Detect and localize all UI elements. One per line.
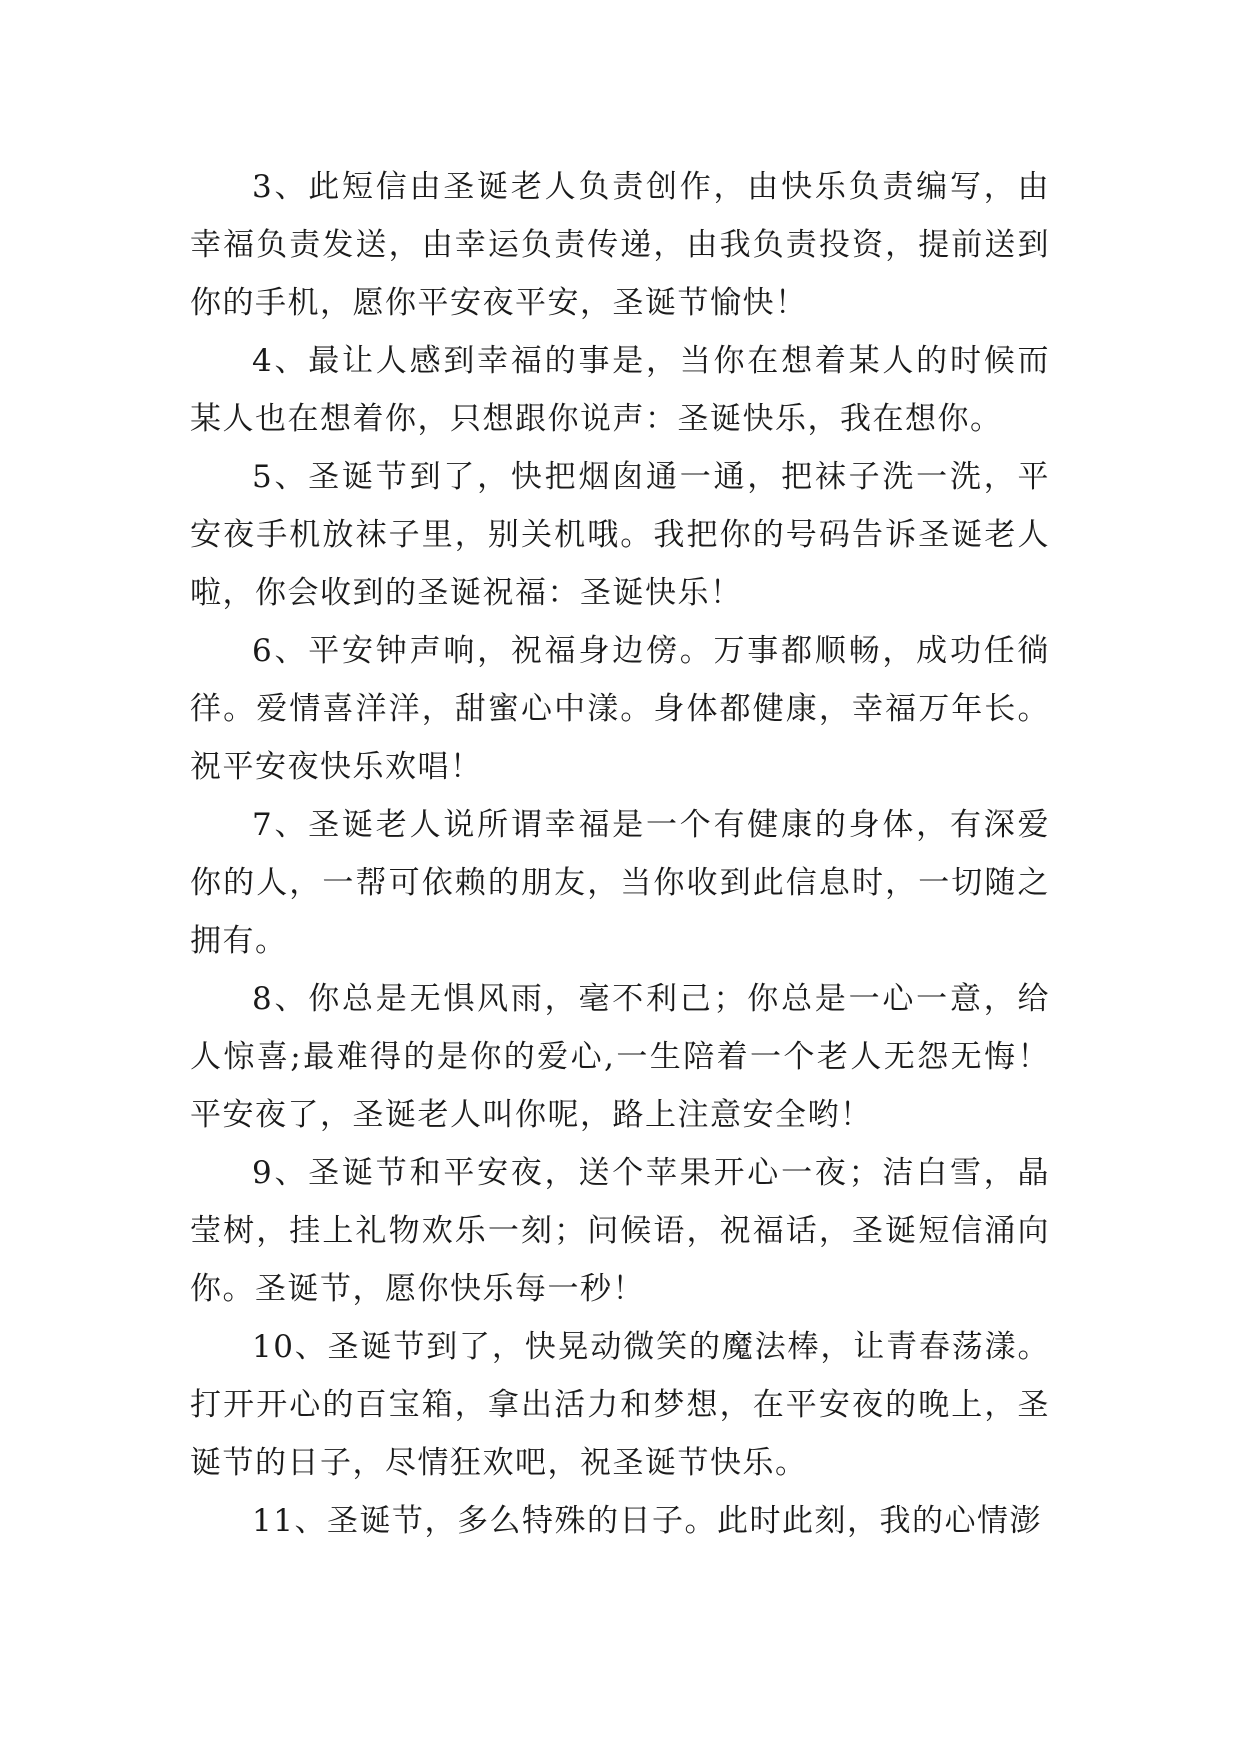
paragraph-5: 5、圣诞节到了，快把烟囱通一通，把袜子洗一洗，平安夜手机放袜子里，别关机哦。我把你的号码告诉圣诞老人啦，你会收到的圣诞祝福：圣诞快乐！ [190, 459, 1050, 611]
paragraph-4: 4、最让人感到幸福的事是，当你在想着某人的时候而某人也在想着你，只想跟你说声：圣诞快乐，我在想你。 [190, 343, 1050, 437]
paragraph-7: 7、圣诞老人说所谓幸福是一个有健康的身体，有深爱你的人，一帮可依赖的朋友，当你收到此信息时，一切随之拥有。 [190, 807, 1050, 959]
paragraph-10: 10、圣诞节到了，快晃动微笑的魔法棒，让青春荡漾。打开开心的百宝箱，拿出活力和梦想，在平安夜的晚上，圣诞节的日子，尽情狂欢吧，祝圣诞节快乐。 [190, 1329, 1050, 1481]
paragraph-6: 6、平安钟声响，祝福身边傍。万事都顺畅，成功任徜徉。爱情喜洋洋，甜蜜心中漾。身体都健康，幸福万年长。祝平安夜快乐欢唱！ [190, 633, 1050, 785]
paragraph-3: 3、此短信由圣诞老人负责创作，由快乐负责编写，由幸福负责发送，由幸运负责传递，由我负责投资，提前送到你的手机，愿你平安夜平安，圣诞节愉快！ [190, 169, 1050, 321]
paragraph-11: 11、圣诞节，多么特殊的日子。此时此刻，我的心情澎 [252, 1503, 1042, 1539]
paragraph-9: 9、圣诞节和平安夜，送个苹果开心一夜；洁白雪，晶莹树，挂上礼物欢乐一刻；问候语，祝福话，圣诞短信涌向你。圣诞节，愿你快乐每一秒！ [190, 1155, 1050, 1307]
paragraph-8: 8、你总是无惧风雨，毫不利己；你总是一心一意，给人惊喜;最难得的是你的爱心,一生陪着一个老人无怨无悔！平安夜了，圣诞老人叫你呢，路上注意安全哟！ [190, 981, 1050, 1133]
document-body [190, 158, 1050, 1550]
